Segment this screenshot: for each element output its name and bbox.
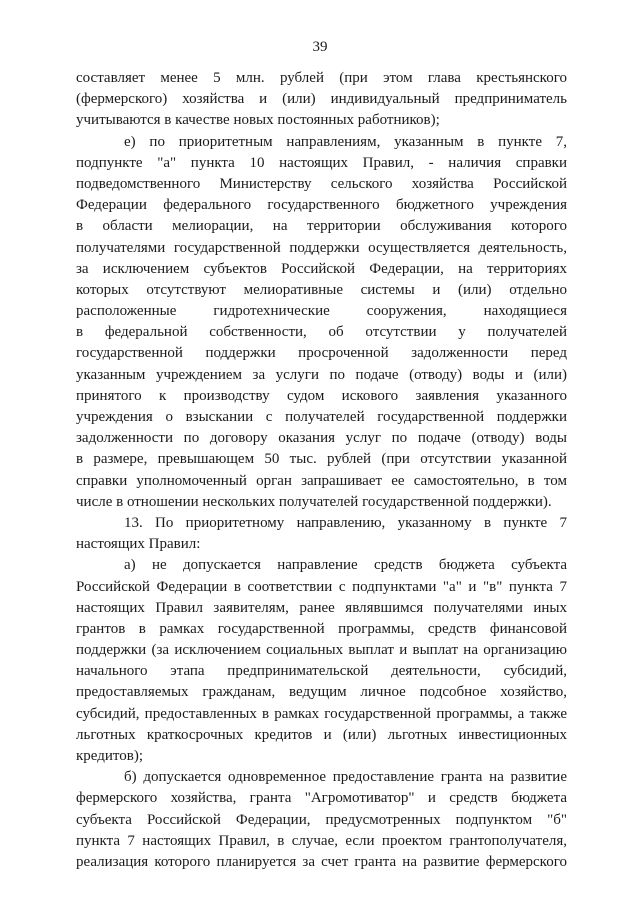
text-line: которых отсутствуют мелиоративные системы и (или) отдельно xyxy=(76,281,567,298)
text-line: принятого к производству судом искового заявления указанного xyxy=(76,387,567,404)
text-line: подпункте "а" пункта 10 настоящих Правил, - наличия справки xyxy=(76,154,567,171)
text-line: 13. По приоритетному направлению, указанному в пункте 7 xyxy=(124,514,567,531)
text-line: задолженности по договору оказания услуг по подаче (отводу) воды xyxy=(76,430,567,447)
text-line: расположенные гидротехнические сооружения, находящиеся xyxy=(76,303,567,320)
paragraph-continuation xyxy=(76,68,567,132)
paragraph-clause-13 xyxy=(76,513,567,555)
page-number: 39 xyxy=(312,39,328,55)
text-line: учитываются в качестве новых постоянных работников); xyxy=(76,112,440,129)
document-body xyxy=(76,68,567,873)
text-line: учреждения о взыскании с получателей государственной поддержки xyxy=(76,409,567,425)
paragraph-item-b xyxy=(76,767,567,873)
text-line: государственной поддержки просроченной задолженности перед xyxy=(76,345,567,362)
text-line: получателями государственной поддержки осуществляется деятельность, xyxy=(76,239,567,256)
text-line: субъекта Российской Федерации, предусмотренных подпунктом "б" xyxy=(76,811,567,828)
text-line: реализация которого планируется за счет гранта на развитие фермерского xyxy=(76,853,567,870)
paragraph-item-a xyxy=(76,555,567,767)
text-line: начального этапа предпринимательской деятельности, субсидий, xyxy=(76,663,567,680)
text-line: указанным учреждением за услуги по подаче (отводу) воды и (или) xyxy=(76,366,567,383)
text-line: а) не допускается направление средств бюджета субъекта xyxy=(124,557,567,574)
text-line: фермерского хозяйства, гранта "Агромотиватор" и средств бюджета xyxy=(76,790,567,807)
text-line: б) допускается одновременное предоставление гранта на развитие xyxy=(124,769,567,786)
text-line: е) по приоритетным направлениям, указанным в пункте 7, xyxy=(124,133,567,150)
text-line: за исключением субъектов Российской Федерации, на территориях xyxy=(76,260,567,277)
text-line: Российской Федерации в соответствии с подпунктами "а" и "в" пункта 7 xyxy=(76,578,567,595)
text-line: в области мелиорации, на территории обслуживания которого xyxy=(76,218,567,235)
text-line: справки уполномоченный орган запрашивает ее самостоятельно, в том xyxy=(76,472,567,489)
text-line: пункта 7 настоящих Правил, в случае, если проектом грантополучателя, xyxy=(76,832,567,849)
paragraph-item-e xyxy=(76,132,567,513)
text-line: кредитов); xyxy=(76,748,144,764)
text-line: подведомственного Министерству сельского хозяйства Российской xyxy=(76,175,567,192)
text-line: грантов в рамках государственной программы, средств финансовой xyxy=(76,620,567,637)
text-line: в федеральной собственности, об отсутствии у получателей xyxy=(76,324,567,341)
text-line: льготных краткосрочных кредитов и (или) льготных инвестиционных xyxy=(76,726,567,743)
text-line: настоящих Правил: xyxy=(76,536,201,553)
text-line: предоставляемых гражданам, ведущим личное подсобное хозяйство, xyxy=(76,684,567,701)
text-line: составляет менее 5 млн. рублей (при этом глава крестьянского xyxy=(76,70,567,86)
text-line: (фермерского) хозяйства и (или) индивидуальный предприниматель xyxy=(76,91,567,108)
text-line: Федерации федерального государственного бюджетного учреждения xyxy=(76,197,567,214)
text-line: субсидий, предоставленных в рамках государственной программы, а также xyxy=(76,705,567,722)
text-line: числе в отношении нескольких получателей государственной поддержки). xyxy=(76,493,552,510)
text-line: в размере, превышающем 50 тыс. рублей (при отсутствии указанной xyxy=(76,451,567,468)
text-line: настоящих Правил заявителям, ранее являвшимся получателями иных xyxy=(76,599,567,616)
text-line: поддержки (за исключением социальных выплат и выплат на организацию xyxy=(76,642,567,659)
